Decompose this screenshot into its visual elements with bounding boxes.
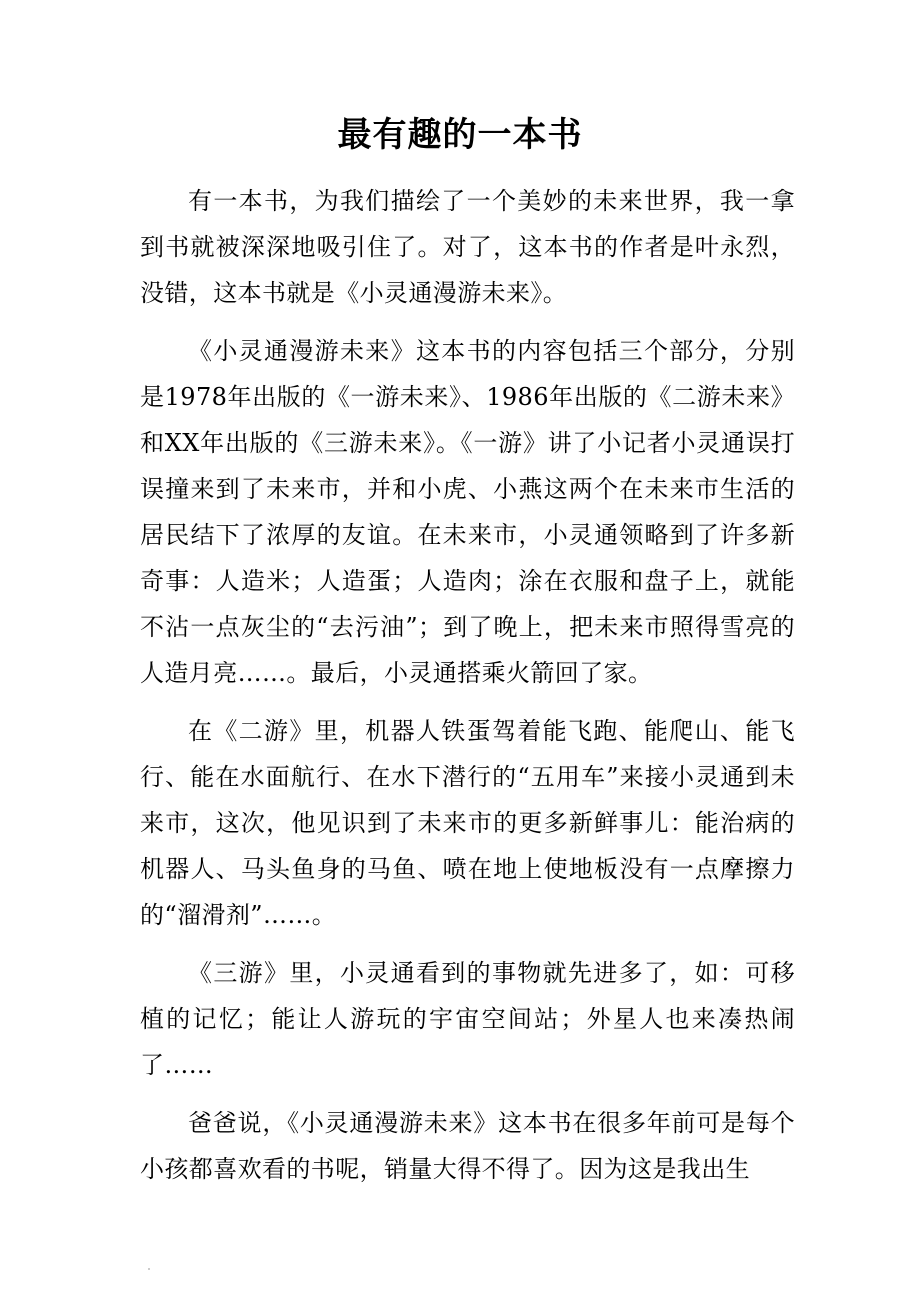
article-body	[140, 178, 795, 1204]
page-title: 最有趣的一本书	[337, 115, 583, 155]
paragraph-3: 在《二游》里，机器人铁蛋驾着能飞跑、能爬山、能飞行、能在水面航行、在水下潜行的“五用车”来接小灵通到未来市，这次，他见识到了未来市的更多新鲜事儿：能治病的机器人、马头鱼身的马鱼、喷在地上使地板没有一点摩擦力的“溜滑剂”……。	[140, 717, 795, 929]
paragraph-1: 有一本书，为我们描绘了一个美妙的未来世界，我一拿到书就被深深地吸引住了。对了，这本书的作者是叶永烈，没错，这本书就是《小灵通漫游未来》。	[140, 187, 795, 307]
paragraph-2: 《小灵通漫游未来》这本书的内容包括三个部分，分别是1978年出版的《一游未来》、1986年出版的《二游未来》和XX年出版的《三游未来》。《一游》讲了小记者小灵通误打误撞来到了未来市，并和小虎、小燕这两个在未来市生活的居民结下了浓厚的友谊。在未来市，小灵通领略到了许多新奇事：人造米；人造蛋；人造肉；涂在衣服和盘子上，就能不沾一点灰尘的“去污油”；到了晚上，把未来市照得雪亮的人造月亮……。最后，小灵通搭乘火箭回了家。	[140, 337, 795, 687]
paragraph-5: 爸爸说，《小灵通漫游未来》这本书在很多年前可是每个小孩都喜欢看的书呢，销量大得不得了。因为这是我出生	[140, 1109, 795, 1183]
scan-speck	[148, 1268, 150, 1270]
paragraph-4: 《三游》里，小灵通看到的事物就先进多了，如：可移植的记忆；能让人游玩的宇宙空间站；外星人也来凑热闹了……	[140, 959, 795, 1079]
